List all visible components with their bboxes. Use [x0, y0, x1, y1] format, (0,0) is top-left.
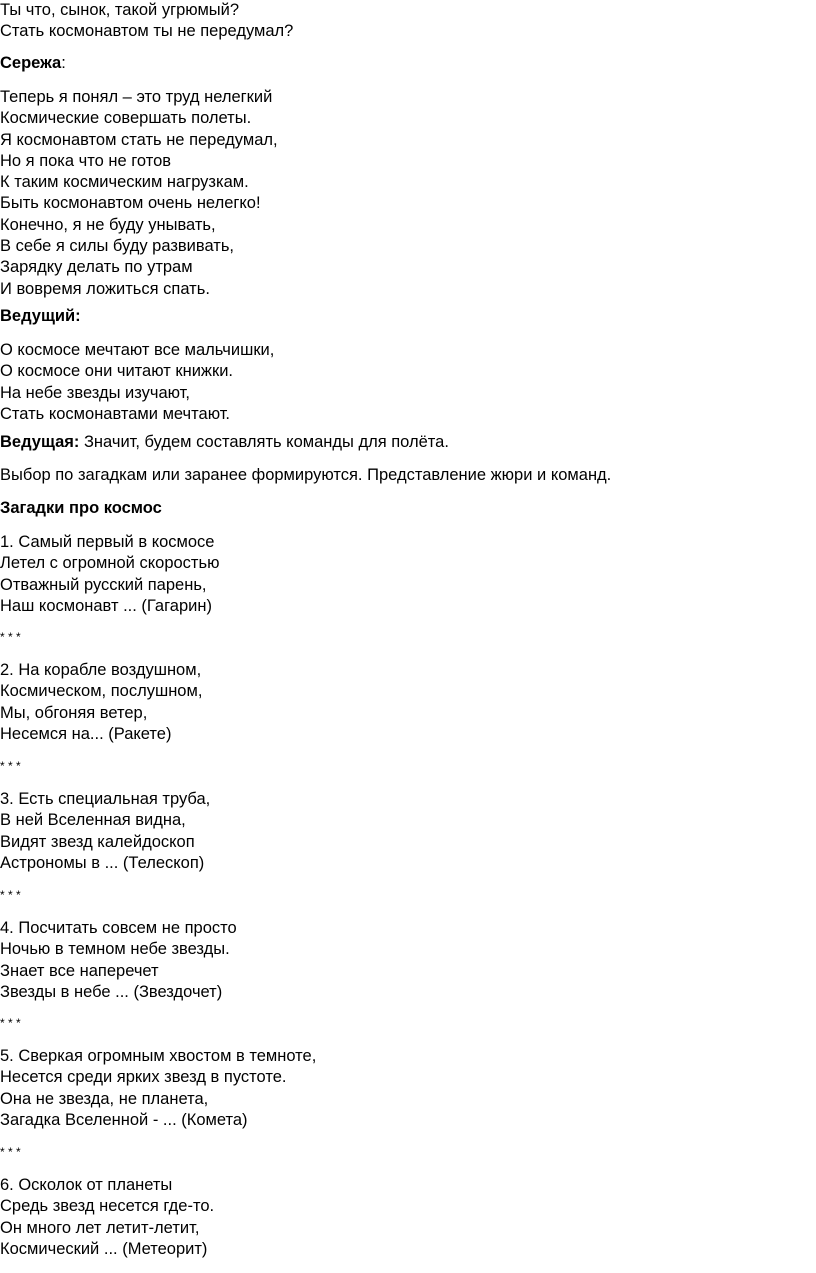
text-line: Средь звезд несется где-то.: [0, 1197, 215, 1216]
separator: [0, 885, 21, 906]
text-line: Видят звезд калейдоскоп: [0, 832, 195, 851]
text-line: Загадка Вселенной - ... (Комета): [0, 1110, 248, 1129]
text-line: Летел с огромной скоростью: [0, 554, 220, 573]
text-line: Быть космонавтом очень нелегко!: [0, 194, 261, 213]
separator-stars: * * *: [0, 630, 21, 644]
hostess-text: Значит, будем составлять команды для полёта.: [79, 433, 449, 451]
speaker-host: [0, 306, 81, 327]
section-heading: Загадки про космос: [0, 499, 162, 517]
text-line: Выбор по загадкам или заранее формируются. Представление жюри и команд.: [0, 466, 612, 484]
separator: [0, 1142, 21, 1163]
selection-paragraph: [0, 465, 611, 486]
text-line: 2. На корабле воздушном,: [0, 661, 202, 679]
separator-stars: * * *: [0, 1145, 21, 1159]
text-line: Несется среди ярких звезд в пустоте.: [0, 1068, 287, 1087]
riddle-1: [0, 532, 219, 617]
text-line: Космические совершать полеты.: [0, 109, 252, 128]
text-line: Я космонавтом стать не передумал,: [0, 130, 278, 149]
seryozha-verse: [0, 87, 278, 300]
text-line: Конечно, я не буду унывать,: [0, 215, 216, 234]
text-line: 4. Посчитать совсем не просто: [0, 919, 237, 937]
separator: [0, 756, 21, 777]
text-line: Мы, обгоняя ветер,: [0, 703, 148, 722]
text-line: Наш космонавт ... (Гагарин): [0, 596, 212, 615]
text-line: 6. Осколок от планеты: [0, 1176, 173, 1194]
separator-stars: * * *: [0, 888, 21, 902]
text-line: Стать космонавтом ты не передумал?: [0, 22, 294, 41]
text-line: 5. Сверкая огромным хвостом в темноте,: [0, 1047, 317, 1065]
speaker-name: Сережа: [0, 54, 62, 72]
speaker-hostess: [0, 432, 449, 453]
host-verse: [0, 340, 274, 425]
speaker-colon: :: [61, 54, 66, 72]
text-line: Зарядку делать по утрам: [0, 258, 193, 277]
text-line: Знает все наперечет: [0, 961, 159, 980]
text-line: Космический ... (Метеорит): [0, 1239, 208, 1258]
text-line: Несемся на... (Ракете): [0, 724, 172, 743]
text-line: Звезды в небе ... (Звездочет): [0, 982, 223, 1001]
text-line: О космосе мечтают все мальчишки,: [0, 341, 275, 359]
riddle-5: [0, 1046, 316, 1131]
text-line: О космосе они читают книжки.: [0, 362, 233, 381]
text-line: Космическом, послушном,: [0, 682, 203, 701]
speaker-name: Ведущий:: [0, 307, 81, 325]
riddle-3: [0, 789, 210, 874]
riddle-6: [0, 1175, 214, 1260]
text-line: В ней Вселенная видна,: [0, 811, 186, 830]
text-line: Ночью в темном небе звезды.: [0, 940, 230, 959]
text-line: На небе звезды изучают,: [0, 383, 190, 402]
text-line: Теперь я понял – это труд нелегкий: [0, 88, 273, 106]
separator: [0, 627, 21, 648]
separator: [0, 1013, 21, 1034]
text-line: И вовремя ложиться спать.: [0, 279, 210, 298]
text-line: Но я пока что не готов: [0, 151, 172, 170]
text-line: Астрономы в ... (Телескоп): [0, 853, 205, 872]
text-line: Он много лет летит-летит,: [0, 1218, 200, 1237]
separator-stars: * * *: [0, 759, 21, 773]
riddles-heading: [0, 498, 162, 519]
text-line: В себе я силы буду развивать,: [0, 237, 235, 256]
speaker-seryozha: [0, 53, 66, 74]
riddle-4: [0, 918, 237, 1003]
text-line: К таким космическим нагрузкам.: [0, 173, 249, 192]
speaker-name: Ведущая:: [0, 433, 80, 451]
text-line: Она не звезда, не планета,: [0, 1089, 209, 1108]
text-line: Стать космонавтами мечтают.: [0, 404, 231, 423]
separator-stars: * * *: [0, 1016, 21, 1030]
text-line: 3. Есть специальная труба,: [0, 790, 211, 808]
text-line: Отважный русский парень,: [0, 575, 207, 594]
intro-block: [0, 0, 293, 43]
riddle-2: [0, 660, 202, 745]
text-line: 1. Самый первый в космосе: [0, 533, 215, 551]
text-line: Ты что, сынок, такой угрюмый?: [0, 1, 240, 19]
